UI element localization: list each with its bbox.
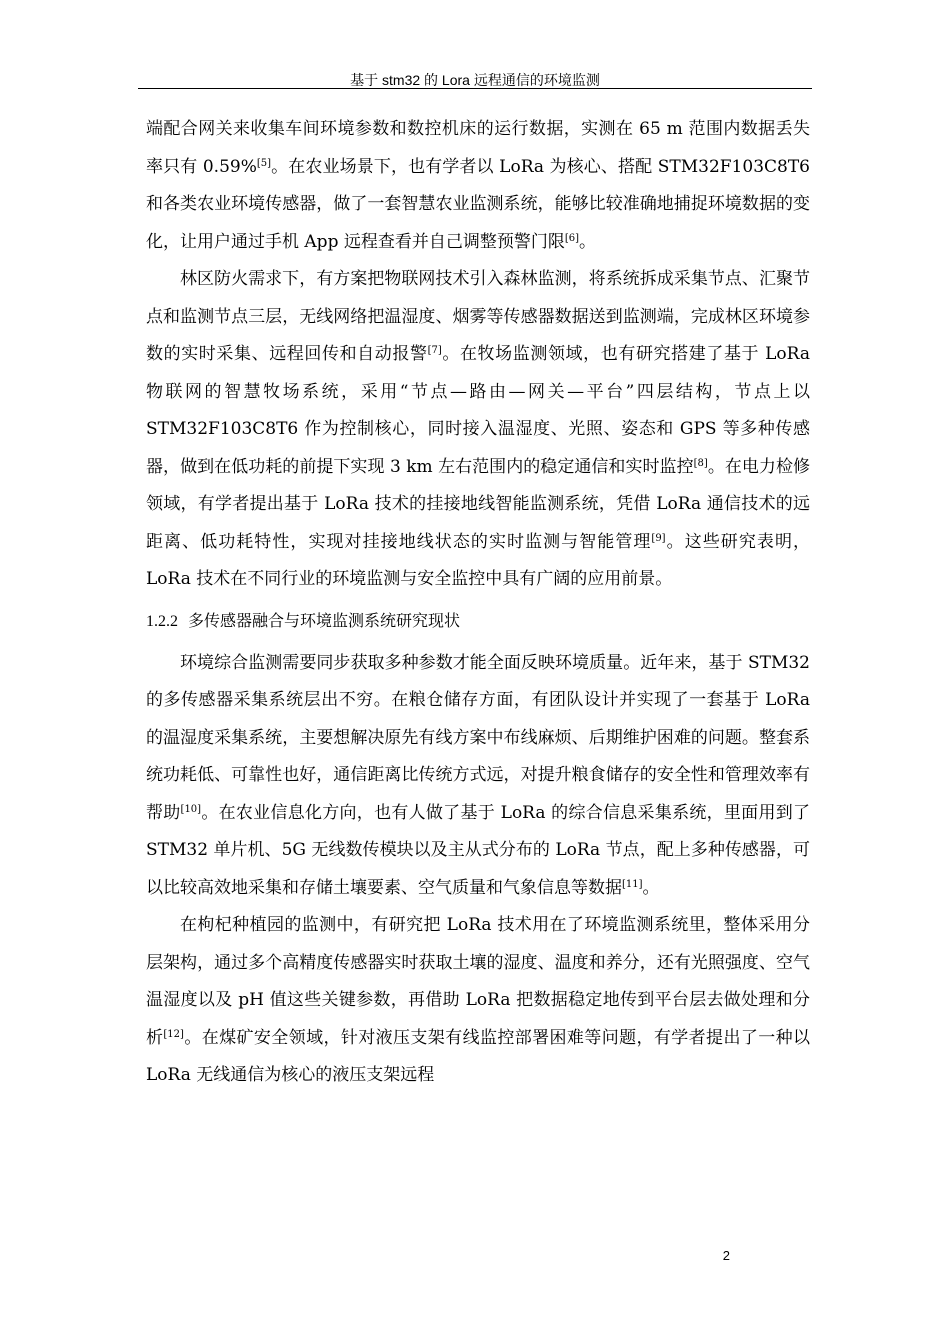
section-title: 多传感器融合与环境监测系统研究现状 <box>188 610 461 630</box>
paragraph-3 <box>146 645 810 908</box>
citation-ref: [10] <box>180 803 202 815</box>
paragraph-text: 。在电力检修领域，有学者提出基于 LoRa 技术的挂接地线智能监测系统，凭借 LoRa 通信技术的远距离、低功耗特性，实现对挂接地线状态的实时监测与智能管理 <box>146 456 810 552</box>
paragraph-text: 。在牧场监测领域，也有研究搭建了基于 LoRa 物联网的智慧牧场系统，采用“节点—路由—网关—平台”四层结构，节点上以 STM32F103C8T6 作为控制核心，同时接入温湿度、光照、姿态和 GPS 等多种传感器，做到在低功耗的前提下实现 3 km 左右范围内的稳定通信和实时监控 <box>146 344 810 477</box>
citation-ref: [11] <box>622 878 643 890</box>
section-heading <box>146 608 810 635</box>
paragraph-text: 环境综合监测需要同步获取多种参数才能全面反映环境质量。近年来，基于 STM32 的多传感器采集系统层出不穷。在粮仓储存方面，有团队设计并实现了一套基于 LoRa 的温湿度采集系统，主要想解决原先有线方案中布线麻烦、后期维护困难的问题。整套系统功耗低、可靠性也好，通信距离比传统方式远，对提升粮食储存的安全性和管理效率有帮助 <box>146 652 810 823</box>
paragraph-4 <box>146 907 810 1095</box>
paragraph-1 <box>146 111 810 261</box>
citation-ref: [8] <box>693 457 708 469</box>
paragraph-text: 。这些研究表明，LoRa 技术在不同行业的环境监测与安全监控中具有广阔的应用前景。 <box>146 531 810 589</box>
page-body <box>146 111 810 1095</box>
citation-ref: [5] <box>256 157 272 169</box>
paragraph-text: 。在农业场景下，也有学者以 LoRa 为核心、搭配 STM32F103C8T6 和各类农业环境传感器，做了一套智慧农业监测系统，能够比较准确地捕捉环境数据的变化，让用户通过手机 App 远程查看并自己调整预警门限 <box>146 156 810 252</box>
paragraph-text: 。在农业信息化方向，也有人做了基于 LoRa 的综合信息采集系统，里面用到了 STM32 单片机、5G 无线数传模块以及主从式分布的 LoRa 节点，配上多种传感器，可以比较高效地采集和存储土壤要素、空气质量和气象信息等数据 <box>146 802 811 898</box>
citation-ref: [6] <box>564 232 580 244</box>
paragraph-text: 在枸杞种植园的监测中，有研究把 LoRa 技术用在了环境监测系统里，整体采用分层架构，通过多个高精度传感器实时获取土壤的湿度、温度和养分，还有光照强度、空气温湿度以及 pH 值这些关键参数，再借助 LoRa 把数据稳定地传到平台层去做处理和分析 <box>146 915 810 1048</box>
paragraph-2 <box>146 261 810 599</box>
citation-ref: [7] <box>427 345 442 356</box>
paragraph-text: 。 <box>579 231 597 252</box>
paragraph-text: 。 <box>642 877 660 898</box>
paragraph-text: 。在煤矿安全领域，针对液压支架有线监控部署困难等问题，有学者提出了一种以 LoRa 无线通信为核心的液压支架远程 <box>146 1027 811 1085</box>
citation-ref: [9] <box>651 532 666 544</box>
paragraph-text: 端配合网关来收集车间环境参数和数控机床的运行数据，实测在 65 m 范围内数据丢失率只有 0.59% <box>146 119 810 177</box>
section-number: 1.2.2 <box>146 612 178 630</box>
paragraph-text: 林区防火需求下，有方案把物联网技术引入森林监测，将系统拆成采集节点、汇聚节点和监测节点三层，无线网络把温湿度、烟雾等传感器数据送到监测端，完成林区环境参数的实时采集、远程回传和自动报警 <box>146 269 810 364</box>
running-header: 基于 stm32 的 Lora 远程通信的环境监测 <box>350 72 600 88</box>
page-number: 2 <box>722 1248 730 1263</box>
header-rule <box>138 88 812 89</box>
citation-ref: [12] <box>163 1028 184 1040</box>
